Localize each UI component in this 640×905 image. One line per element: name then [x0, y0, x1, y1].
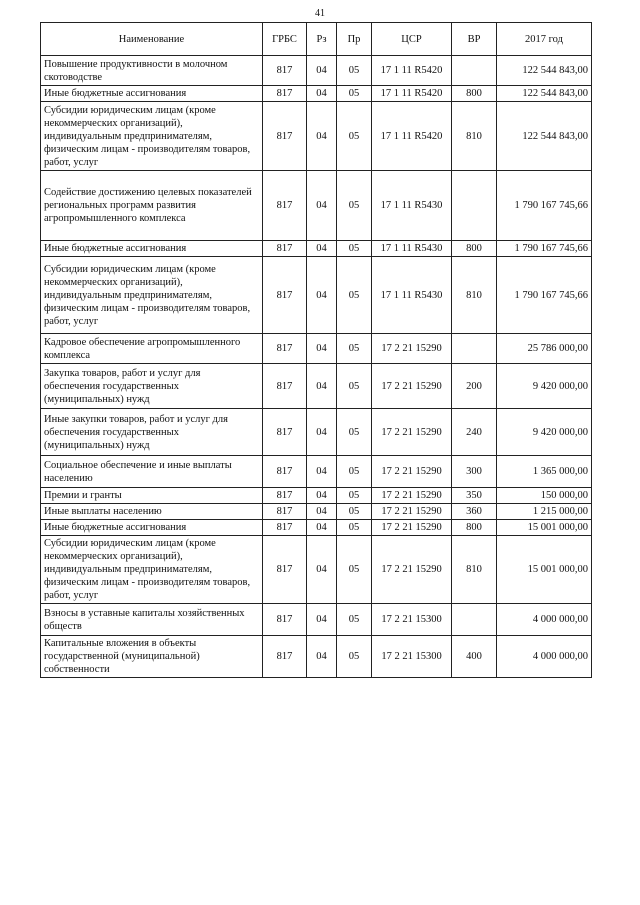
cell-pr: 05 — [337, 536, 372, 604]
cell-name: Иные бюджетные ассигнования — [41, 86, 263, 102]
cell-pr: 05 — [337, 257, 372, 334]
cell-amount: 9 420 000,00 — [497, 364, 592, 409]
cell-grbs: 817 — [263, 364, 307, 409]
cell-grbs: 817 — [263, 334, 307, 364]
cell-vr: 360 — [452, 504, 497, 520]
table-row — [41, 364, 592, 409]
page-number: 41 — [315, 8, 325, 19]
cell-csr: 17 1 11 R5430 — [372, 241, 452, 257]
cell-pr: 05 — [337, 604, 372, 636]
cell-grbs: 817 — [263, 56, 307, 86]
cell-pr: 05 — [337, 241, 372, 257]
cell-grbs: 817 — [263, 409, 307, 456]
cell-rz: 04 — [307, 504, 337, 520]
cell-grbs: 817 — [263, 241, 307, 257]
cell-pr: 05 — [337, 171, 372, 241]
cell-vr: 350 — [452, 488, 497, 504]
cell-name: Субсидии юридическим лицам (кроме некоммерческих организаций), индивидуальным предпринимателям, физическим лицам - производителям товаров, работ, услуг — [41, 102, 263, 171]
cell-rz: 04 — [307, 520, 337, 536]
cell-vr: 240 — [452, 409, 497, 456]
cell-vr: 810 — [452, 536, 497, 604]
cell-vr: 300 — [452, 456, 497, 488]
cell-grbs: 817 — [263, 488, 307, 504]
cell-csr: 17 1 11 R5430 — [372, 257, 452, 334]
cell-grbs: 817 — [263, 604, 307, 636]
cell-rz: 04 — [307, 171, 337, 241]
header-name: Наименование — [41, 23, 263, 56]
cell-grbs: 817 — [263, 102, 307, 171]
table-row — [41, 536, 592, 604]
cell-pr: 05 — [337, 56, 372, 86]
header-rz: Рз — [307, 23, 337, 56]
header-vr: ВР — [452, 23, 497, 56]
cell-pr: 05 — [337, 636, 372, 678]
cell-pr: 05 — [337, 102, 372, 171]
cell-csr: 17 2 21 15300 — [372, 636, 452, 678]
cell-csr: 17 2 21 15290 — [372, 409, 452, 456]
cell-csr: 17 2 21 15290 — [372, 334, 452, 364]
cell-amount: 15 001 000,00 — [497, 520, 592, 536]
cell-name: Субсидии юридическим лицам (кроме некоммерческих организаций), индивидуальным предпринимателям, физическим лицам - производителям товаров, работ, услуг — [41, 257, 263, 334]
budget-table — [40, 22, 592, 678]
cell-amount: 122 544 843,00 — [497, 56, 592, 86]
table-row — [41, 257, 592, 334]
cell-name: Иные выплаты населению — [41, 504, 263, 520]
cell-vr: 400 — [452, 636, 497, 678]
cell-csr: 17 2 21 15290 — [372, 488, 452, 504]
cell-vr — [452, 334, 497, 364]
cell-rz: 04 — [307, 364, 337, 409]
cell-rz: 04 — [307, 334, 337, 364]
cell-pr: 05 — [337, 488, 372, 504]
cell-csr: 17 2 21 15290 — [372, 536, 452, 604]
cell-rz: 04 — [307, 56, 337, 86]
table-row — [41, 56, 592, 86]
header-grbs: ГРБС — [263, 23, 307, 56]
header-pr: Пр — [337, 23, 372, 56]
cell-name: Премии и гранты — [41, 488, 263, 504]
cell-name: Капитальные вложения в объекты государственной (муниципальной) собственности — [41, 636, 263, 678]
cell-rz: 04 — [307, 456, 337, 488]
table-header-row — [41, 23, 592, 56]
table-row — [41, 504, 592, 520]
cell-pr: 05 — [337, 364, 372, 409]
cell-vr: 810 — [452, 257, 497, 334]
cell-csr: 17 2 21 15300 — [372, 604, 452, 636]
cell-amount: 122 544 843,00 — [497, 86, 592, 102]
cell-amount: 4 000 000,00 — [497, 636, 592, 678]
table-row — [41, 86, 592, 102]
cell-csr: 17 1 11 R5420 — [372, 86, 452, 102]
table-row — [41, 636, 592, 678]
cell-csr: 17 2 21 15290 — [372, 520, 452, 536]
cell-amount: 1 215 000,00 — [497, 504, 592, 520]
cell-vr: 800 — [452, 86, 497, 102]
table-row — [41, 102, 592, 171]
cell-amount: 15 001 000,00 — [497, 536, 592, 604]
table-row — [41, 604, 592, 636]
table-row — [41, 488, 592, 504]
cell-rz: 04 — [307, 636, 337, 678]
cell-rz: 04 — [307, 241, 337, 257]
cell-pr: 05 — [337, 520, 372, 536]
cell-name: Закупка товаров, работ и услуг для обеспечения государственных (муниципальных) нужд — [41, 364, 263, 409]
cell-vr: 200 — [452, 364, 497, 409]
cell-pr: 05 — [337, 86, 372, 102]
cell-vr: 800 — [452, 241, 497, 257]
cell-grbs: 817 — [263, 636, 307, 678]
table-row — [41, 520, 592, 536]
cell-grbs: 817 — [263, 504, 307, 520]
cell-grbs: 817 — [263, 171, 307, 241]
cell-csr: 17 2 21 15290 — [372, 364, 452, 409]
cell-amount: 1 365 000,00 — [497, 456, 592, 488]
cell-name: Иные бюджетные ассигнования — [41, 520, 263, 536]
cell-name: Иные бюджетные ассигнования — [41, 241, 263, 257]
cell-rz: 04 — [307, 409, 337, 456]
cell-pr: 05 — [337, 334, 372, 364]
cell-grbs: 817 — [263, 456, 307, 488]
cell-grbs: 817 — [263, 86, 307, 102]
cell-vr — [452, 604, 497, 636]
cell-amount: 1 790 167 745,66 — [497, 257, 592, 334]
cell-amount: 25 786 000,00 — [497, 334, 592, 364]
cell-csr: 17 1 11 R5420 — [372, 102, 452, 171]
cell-pr: 05 — [337, 409, 372, 456]
cell-name: Социальное обеспечение и иные выплаты населению — [41, 456, 263, 488]
cell-rz: 04 — [307, 102, 337, 171]
cell-grbs: 817 — [263, 257, 307, 334]
cell-amount: 1 790 167 745,66 — [497, 171, 592, 241]
cell-vr — [452, 56, 497, 86]
table-row — [41, 171, 592, 241]
cell-csr: 17 2 21 15290 — [372, 456, 452, 488]
table-row — [41, 241, 592, 257]
header-year: 2017 год — [497, 23, 592, 56]
table-row — [41, 456, 592, 488]
cell-amount: 9 420 000,00 — [497, 409, 592, 456]
cell-pr: 05 — [337, 504, 372, 520]
header-csr: ЦСР — [372, 23, 452, 56]
cell-vr: 800 — [452, 520, 497, 536]
cell-vr: 810 — [452, 102, 497, 171]
cell-csr: 17 1 11 R5420 — [372, 56, 452, 86]
cell-name: Содействие достижению целевых показателей региональных программ развития агропромышленного комплекса — [41, 171, 263, 241]
cell-name: Повышение продуктивности в молочном скотоводстве — [41, 56, 263, 86]
cell-amount: 1 790 167 745,66 — [497, 241, 592, 257]
cell-rz: 04 — [307, 86, 337, 102]
cell-grbs: 817 — [263, 536, 307, 604]
cell-vr — [452, 171, 497, 241]
cell-grbs: 817 — [263, 520, 307, 536]
cell-amount: 150 000,00 — [497, 488, 592, 504]
cell-amount: 122 544 843,00 — [497, 102, 592, 171]
table-row — [41, 409, 592, 456]
cell-name: Иные закупки товаров, работ и услуг для обеспечения государственных (муниципальных) нужд — [41, 409, 263, 456]
cell-rz: 04 — [307, 604, 337, 636]
cell-amount: 4 000 000,00 — [497, 604, 592, 636]
cell-name: Взносы в уставные капиталы хозяйственных обществ — [41, 604, 263, 636]
cell-csr: 17 2 21 15290 — [372, 504, 452, 520]
cell-name: Субсидии юридическим лицам (кроме некоммерческих организаций), индивидуальным предпринимателям, физическим лицам - производителям товаров, работ, услуг — [41, 536, 263, 604]
table-row — [41, 334, 592, 364]
cell-rz: 04 — [307, 488, 337, 504]
cell-rz: 04 — [307, 257, 337, 334]
cell-name: Кадровое обеспечение агропромышленного комплекса — [41, 334, 263, 364]
cell-csr: 17 1 11 R5430 — [372, 171, 452, 241]
cell-pr: 05 — [337, 456, 372, 488]
cell-rz: 04 — [307, 536, 337, 604]
